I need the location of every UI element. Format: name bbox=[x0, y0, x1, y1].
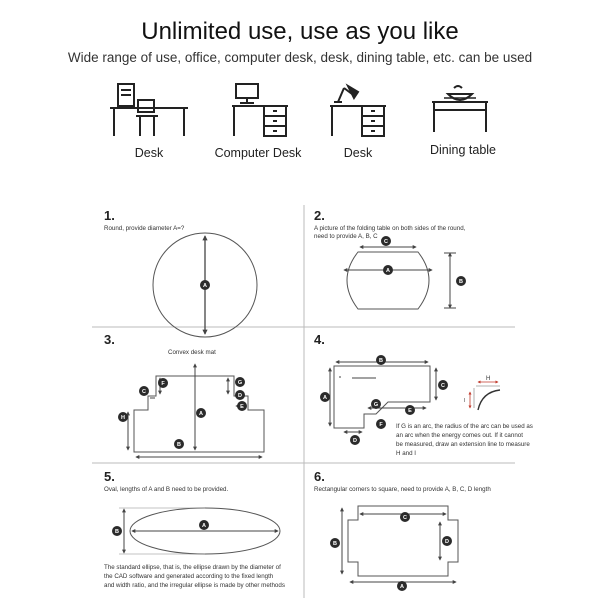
panel-5-marker-b bbox=[112, 526, 122, 536]
panel-3-marker-h bbox=[118, 412, 128, 422]
use-label-computer-desk: Computer Desk bbox=[214, 146, 302, 160]
use-label-dining-table: Dining table bbox=[429, 143, 496, 157]
svg-text:B: B bbox=[459, 279, 463, 285]
panel-6-caption: Rectangular corners to square, need to provide A, B, C, D length bbox=[314, 486, 491, 493]
svg-text:D: D bbox=[238, 393, 242, 399]
svg-text:F: F bbox=[161, 381, 165, 387]
svg-text:F: F bbox=[379, 422, 383, 428]
svg-text:B: B bbox=[177, 442, 181, 448]
svg-text:B: B bbox=[115, 529, 119, 535]
panel-6-number: 6. bbox=[314, 469, 325, 484]
panel-6-marker-c bbox=[400, 512, 410, 522]
svg-text:A: A bbox=[202, 523, 206, 529]
panel-2-caption-line-2: need to provide A, B, C bbox=[314, 233, 378, 240]
panel-4-arc-label-i: I bbox=[464, 398, 466, 404]
panel-3-marker-c bbox=[139, 386, 149, 396]
panel-4-arc-label-h: H bbox=[486, 376, 491, 382]
page-title: Unlimited use, use as you like bbox=[141, 18, 459, 45]
svg-text:E: E bbox=[240, 404, 244, 410]
panel-5-note-line-3: and width ratio, and the irregular ellipse is made by other methods bbox=[104, 582, 285, 589]
panel-3-marker-f bbox=[158, 378, 168, 388]
panel-3-marker-g bbox=[235, 377, 245, 387]
panel-2-caption-line-1: A picture of the folding table on both sides of the round, bbox=[314, 225, 466, 232]
panel-3-marker-e bbox=[237, 401, 247, 411]
panel-3-caption: Convex desk mat bbox=[168, 349, 216, 356]
panel-4-marker-c bbox=[438, 380, 448, 390]
svg-text:H: H bbox=[121, 415, 125, 421]
panel-4-l-desk-shape bbox=[334, 366, 430, 428]
svg-text:G: G bbox=[373, 402, 379, 408]
svg-text:D: D bbox=[445, 539, 449, 545]
page-subtitle: Wide range of use, office, computer desk, desk, dining table, etc. can be used bbox=[67, 50, 533, 65]
svg-text:A: A bbox=[400, 584, 404, 590]
panel-4-marker-g bbox=[371, 399, 381, 409]
svg-text:A: A bbox=[386, 268, 390, 274]
panel-4-marker-d bbox=[350, 435, 360, 445]
panel-5-note-line-1: The standard ellipse, that is, the ellipse drawn by the diameter of bbox=[104, 564, 281, 571]
panel-5-marker-a bbox=[199, 520, 209, 530]
svg-text:A: A bbox=[199, 411, 203, 417]
svg-text:A: A bbox=[203, 283, 207, 289]
svg-text:B: B bbox=[333, 541, 337, 547]
panel-1-caption: Round, provide diameter A=? bbox=[104, 225, 185, 232]
panel-5-note-line-2: the CAD software and generated according to the fixed length bbox=[104, 573, 274, 580]
panel-6-marker-b bbox=[330, 538, 340, 548]
panel-4-note-line-2: an arc when the energy comes out. If it cannot bbox=[396, 432, 523, 439]
panel-3-marker-a bbox=[196, 408, 206, 418]
panel-3-marker-d bbox=[235, 390, 245, 400]
svg-text:C: C bbox=[403, 515, 407, 521]
panel-1-marker-a bbox=[200, 280, 210, 290]
panel-6-marker-d bbox=[442, 536, 452, 546]
panel-4-marker-f bbox=[376, 419, 386, 429]
svg-text:D: D bbox=[353, 438, 357, 444]
panel-4-arc-detail bbox=[464, 376, 500, 410]
panel-1-number: 1. bbox=[104, 208, 115, 223]
panel-3-number: 3. bbox=[104, 332, 115, 347]
panel-4-note-line-4: H and I bbox=[396, 450, 416, 457]
svg-text:C: C bbox=[441, 383, 445, 389]
use-label-desk: Desk bbox=[134, 146, 164, 160]
panel-5-caption: Oval, lengths of A and B need to be provided. bbox=[104, 486, 229, 493]
svg-text:E: E bbox=[408, 408, 412, 414]
panel-3-marker-b bbox=[174, 439, 184, 449]
svg-text:A: A bbox=[323, 395, 327, 401]
use-label-desk-2: Desk bbox=[343, 146, 373, 160]
svg-text:C: C bbox=[142, 389, 146, 395]
panel-2-marker-b bbox=[456, 276, 466, 286]
panel-4-marker-e bbox=[405, 405, 415, 415]
panel-2-folding-table-shape bbox=[347, 252, 429, 309]
svg-text:B: B bbox=[379, 358, 383, 364]
panel-2-marker-a bbox=[383, 265, 393, 275]
panel-4-marker-a bbox=[320, 392, 330, 402]
panel-4-number: 4. bbox=[314, 332, 325, 347]
panel-2-number: 2. bbox=[314, 208, 325, 223]
svg-text:G: G bbox=[237, 380, 243, 386]
panel-4-note-line-1: If G is an arc, the radius of the arc can be used as bbox=[396, 423, 533, 430]
panel-5-number: 5. bbox=[104, 469, 115, 484]
svg-text:C: C bbox=[384, 239, 388, 245]
panel-2-marker-c bbox=[381, 236, 391, 246]
panel-4-note-line-3: be measured, draw an extension line to measure bbox=[396, 441, 530, 448]
panel-4-marker-b bbox=[376, 355, 386, 365]
panel-6-marker-a bbox=[397, 581, 407, 591]
